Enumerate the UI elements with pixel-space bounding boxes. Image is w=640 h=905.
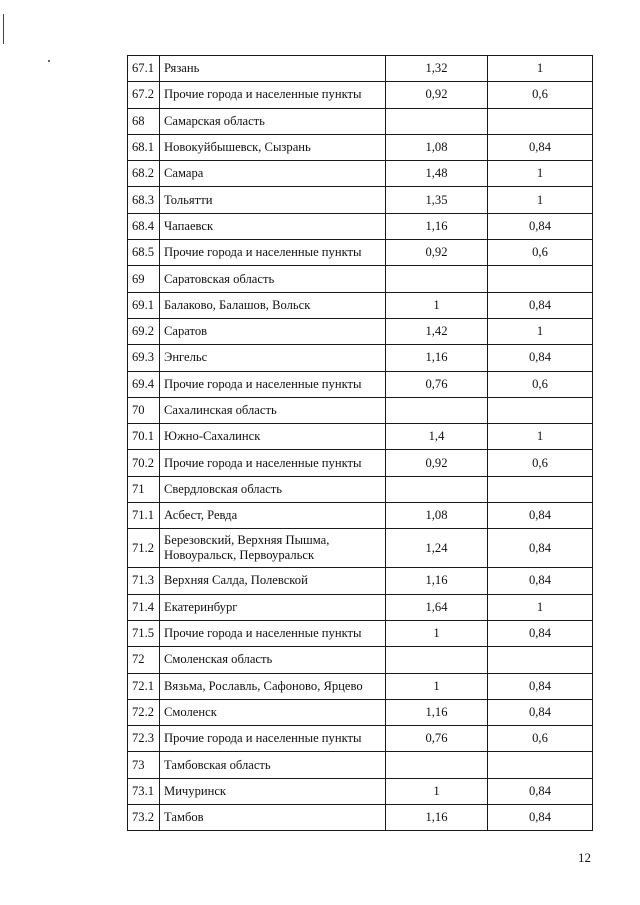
row-number-cell: 71.5 xyxy=(128,620,160,646)
row-number-cell: 68 xyxy=(128,108,160,134)
row-value-1-cell xyxy=(386,752,488,778)
row-value-2-cell: 0,84 xyxy=(488,778,593,804)
row-value-1-cell: 1,35 xyxy=(386,187,488,213)
table-row xyxy=(128,240,593,266)
row-value-1-cell: 1 xyxy=(386,673,488,699)
row-name-cell: Вязьма, Рославль, Сафоново, Ярцево xyxy=(160,673,386,699)
row-value-1-cell: 1,42 xyxy=(386,318,488,344)
row-number-cell: 70 xyxy=(128,397,160,423)
row-number-cell: 71.1 xyxy=(128,503,160,529)
row-value-1-cell: 1,16 xyxy=(386,213,488,239)
row-name-cell: Балаково, Балашов, Вольск xyxy=(160,292,386,318)
table-row xyxy=(128,371,593,397)
row-number-cell: 73.2 xyxy=(128,805,160,831)
row-name-cell: Тольятти xyxy=(160,187,386,213)
row-number-cell: 69 xyxy=(128,266,160,292)
row-value-2-cell: 1 xyxy=(488,161,593,187)
row-value-1-cell: 0,92 xyxy=(386,240,488,266)
row-value-2-cell: 0,84 xyxy=(488,620,593,646)
row-value-1-cell: 1,08 xyxy=(386,503,488,529)
row-value-2-cell: 1 xyxy=(488,318,593,344)
scan-dot-mark xyxy=(48,60,50,62)
table-row xyxy=(128,647,593,673)
row-number-cell: 71.3 xyxy=(128,568,160,594)
row-number-cell: 67.1 xyxy=(128,56,160,82)
row-number-cell: 72.1 xyxy=(128,673,160,699)
row-number-cell: 68.2 xyxy=(128,161,160,187)
row-number-cell: 72.3 xyxy=(128,726,160,752)
row-name-cell: Чапаевск xyxy=(160,213,386,239)
row-name-cell: Асбест, Ревда xyxy=(160,503,386,529)
row-number-cell: 70.1 xyxy=(128,424,160,450)
row-value-2-cell: 0,84 xyxy=(488,699,593,725)
row-value-1-cell: 1,48 xyxy=(386,161,488,187)
table-row xyxy=(128,450,593,476)
row-number-cell: 73 xyxy=(128,752,160,778)
row-name-cell: Свердловская область xyxy=(160,476,386,502)
row-name-cell: Тамбов xyxy=(160,805,386,831)
row-value-2-cell xyxy=(488,266,593,292)
table-row xyxy=(128,424,593,450)
row-number-cell: 69.2 xyxy=(128,318,160,344)
row-name-cell: Прочие города и населенные пункты xyxy=(160,240,386,266)
row-value-2-cell: 0,6 xyxy=(488,240,593,266)
row-value-2-cell: 1 xyxy=(488,594,593,620)
row-value-2-cell: 1 xyxy=(488,187,593,213)
row-name-cell: Самарская область xyxy=(160,108,386,134)
row-number-cell: 68.3 xyxy=(128,187,160,213)
table-body xyxy=(128,56,593,831)
row-number-cell: 68.5 xyxy=(128,240,160,266)
row-value-2-cell: 0,6 xyxy=(488,726,593,752)
table-row xyxy=(128,292,593,318)
row-value-2-cell: 0,6 xyxy=(488,82,593,108)
row-name-cell: Смоленск xyxy=(160,699,386,725)
table-row xyxy=(128,82,593,108)
row-name-cell: Екатеринбург xyxy=(160,594,386,620)
table-row xyxy=(128,476,593,502)
row-value-1-cell: 0,76 xyxy=(386,371,488,397)
row-name-cell: Березовский, Верхняя Пышма, Новоуральск, Первоуральск xyxy=(160,529,386,568)
row-name-cell: Смоленская область xyxy=(160,647,386,673)
table-row xyxy=(128,318,593,344)
table-row xyxy=(128,620,593,646)
row-name-cell: Саратовская область xyxy=(160,266,386,292)
row-value-2-cell xyxy=(488,108,593,134)
row-value-1-cell: 1,24 xyxy=(386,529,488,568)
table-row xyxy=(128,161,593,187)
row-value-1-cell: 1,16 xyxy=(386,805,488,831)
row-value-2-cell: 0,84 xyxy=(488,134,593,160)
row-name-cell: Прочие города и населенные пункты xyxy=(160,726,386,752)
row-value-2-cell xyxy=(488,647,593,673)
row-number-cell: 73.1 xyxy=(128,778,160,804)
row-value-2-cell: 1 xyxy=(488,56,593,82)
row-number-cell: 69.4 xyxy=(128,371,160,397)
row-name-cell: Верхняя Салда, Полевской xyxy=(160,568,386,594)
table-row xyxy=(128,594,593,620)
row-name-cell: Прочие города и населенные пункты xyxy=(160,620,386,646)
row-value-1-cell: 1,32 xyxy=(386,56,488,82)
table-row xyxy=(128,568,593,594)
row-value-2-cell: 0,84 xyxy=(488,529,593,568)
row-value-1-cell: 0,92 xyxy=(386,450,488,476)
row-value-2-cell xyxy=(488,752,593,778)
row-value-2-cell xyxy=(488,397,593,423)
row-number-cell: 70.2 xyxy=(128,450,160,476)
row-value-2-cell: 0,84 xyxy=(488,292,593,318)
row-value-1-cell: 1,16 xyxy=(386,568,488,594)
row-name-cell: Новокуйбышевск, Сызрань xyxy=(160,134,386,160)
row-name-cell: Рязань xyxy=(160,56,386,82)
table-row xyxy=(128,134,593,160)
row-name-cell: Саратов xyxy=(160,318,386,344)
table-row xyxy=(128,503,593,529)
row-value-2-cell: 0,84 xyxy=(488,673,593,699)
row-value-1-cell: 1 xyxy=(386,620,488,646)
scan-edge-mark xyxy=(3,14,4,44)
row-value-2-cell: 0,6 xyxy=(488,371,593,397)
row-value-1-cell: 1,64 xyxy=(386,594,488,620)
table-row xyxy=(128,266,593,292)
row-value-1-cell xyxy=(386,397,488,423)
coefficient-table xyxy=(127,55,593,831)
row-value-2-cell: 0,6 xyxy=(488,450,593,476)
row-value-1-cell xyxy=(386,476,488,502)
row-value-2-cell: 1 xyxy=(488,424,593,450)
row-number-cell: 69.3 xyxy=(128,345,160,371)
row-number-cell: 68.4 xyxy=(128,213,160,239)
table-row xyxy=(128,108,593,134)
row-number-cell: 72 xyxy=(128,647,160,673)
row-value-2-cell: 0,84 xyxy=(488,213,593,239)
row-value-1-cell xyxy=(386,266,488,292)
table-row xyxy=(128,213,593,239)
row-number-cell: 71.2 xyxy=(128,529,160,568)
row-number-cell: 71 xyxy=(128,476,160,502)
row-value-1-cell xyxy=(386,647,488,673)
row-value-2-cell: 0,84 xyxy=(488,345,593,371)
row-value-1-cell: 1,16 xyxy=(386,345,488,371)
row-value-1-cell: 1,4 xyxy=(386,424,488,450)
row-value-2-cell: 0,84 xyxy=(488,805,593,831)
row-value-1-cell: 0,92 xyxy=(386,82,488,108)
row-number-cell: 68.1 xyxy=(128,134,160,160)
table-row xyxy=(128,673,593,699)
table-row xyxy=(128,778,593,804)
row-value-1-cell: 1 xyxy=(386,778,488,804)
table-row xyxy=(128,345,593,371)
row-value-1-cell: 0,76 xyxy=(386,726,488,752)
row-name-cell: Энгельс xyxy=(160,345,386,371)
row-name-cell: Тамбовская область xyxy=(160,752,386,778)
table-row xyxy=(128,187,593,213)
row-value-1-cell: 1 xyxy=(386,292,488,318)
row-value-2-cell: 0,84 xyxy=(488,503,593,529)
page-number: 12 xyxy=(578,850,591,865)
row-value-2-cell xyxy=(488,476,593,502)
row-name-cell: Сахалинская область xyxy=(160,397,386,423)
table-row xyxy=(128,56,593,82)
row-name-cell: Прочие города и населенные пункты xyxy=(160,371,386,397)
row-number-cell: 69.1 xyxy=(128,292,160,318)
row-name-cell: Южно-Сахалинск xyxy=(160,424,386,450)
row-value-1-cell: 1,16 xyxy=(386,699,488,725)
table-row xyxy=(128,805,593,831)
row-value-2-cell: 0,84 xyxy=(488,568,593,594)
row-number-cell: 67.2 xyxy=(128,82,160,108)
table-row xyxy=(128,699,593,725)
row-value-1-cell: 1,08 xyxy=(386,134,488,160)
row-name-cell: Прочие города и населенные пункты xyxy=(160,82,386,108)
row-number-cell: 72.2 xyxy=(128,699,160,725)
table-row xyxy=(128,752,593,778)
row-value-1-cell xyxy=(386,108,488,134)
row-name-cell: Самара xyxy=(160,161,386,187)
table-row xyxy=(128,529,593,568)
table-row xyxy=(128,397,593,423)
row-name-cell: Мичуринск xyxy=(160,778,386,804)
row-number-cell: 71.4 xyxy=(128,594,160,620)
table-row xyxy=(128,726,593,752)
row-name-cell: Прочие города и населенные пункты xyxy=(160,450,386,476)
